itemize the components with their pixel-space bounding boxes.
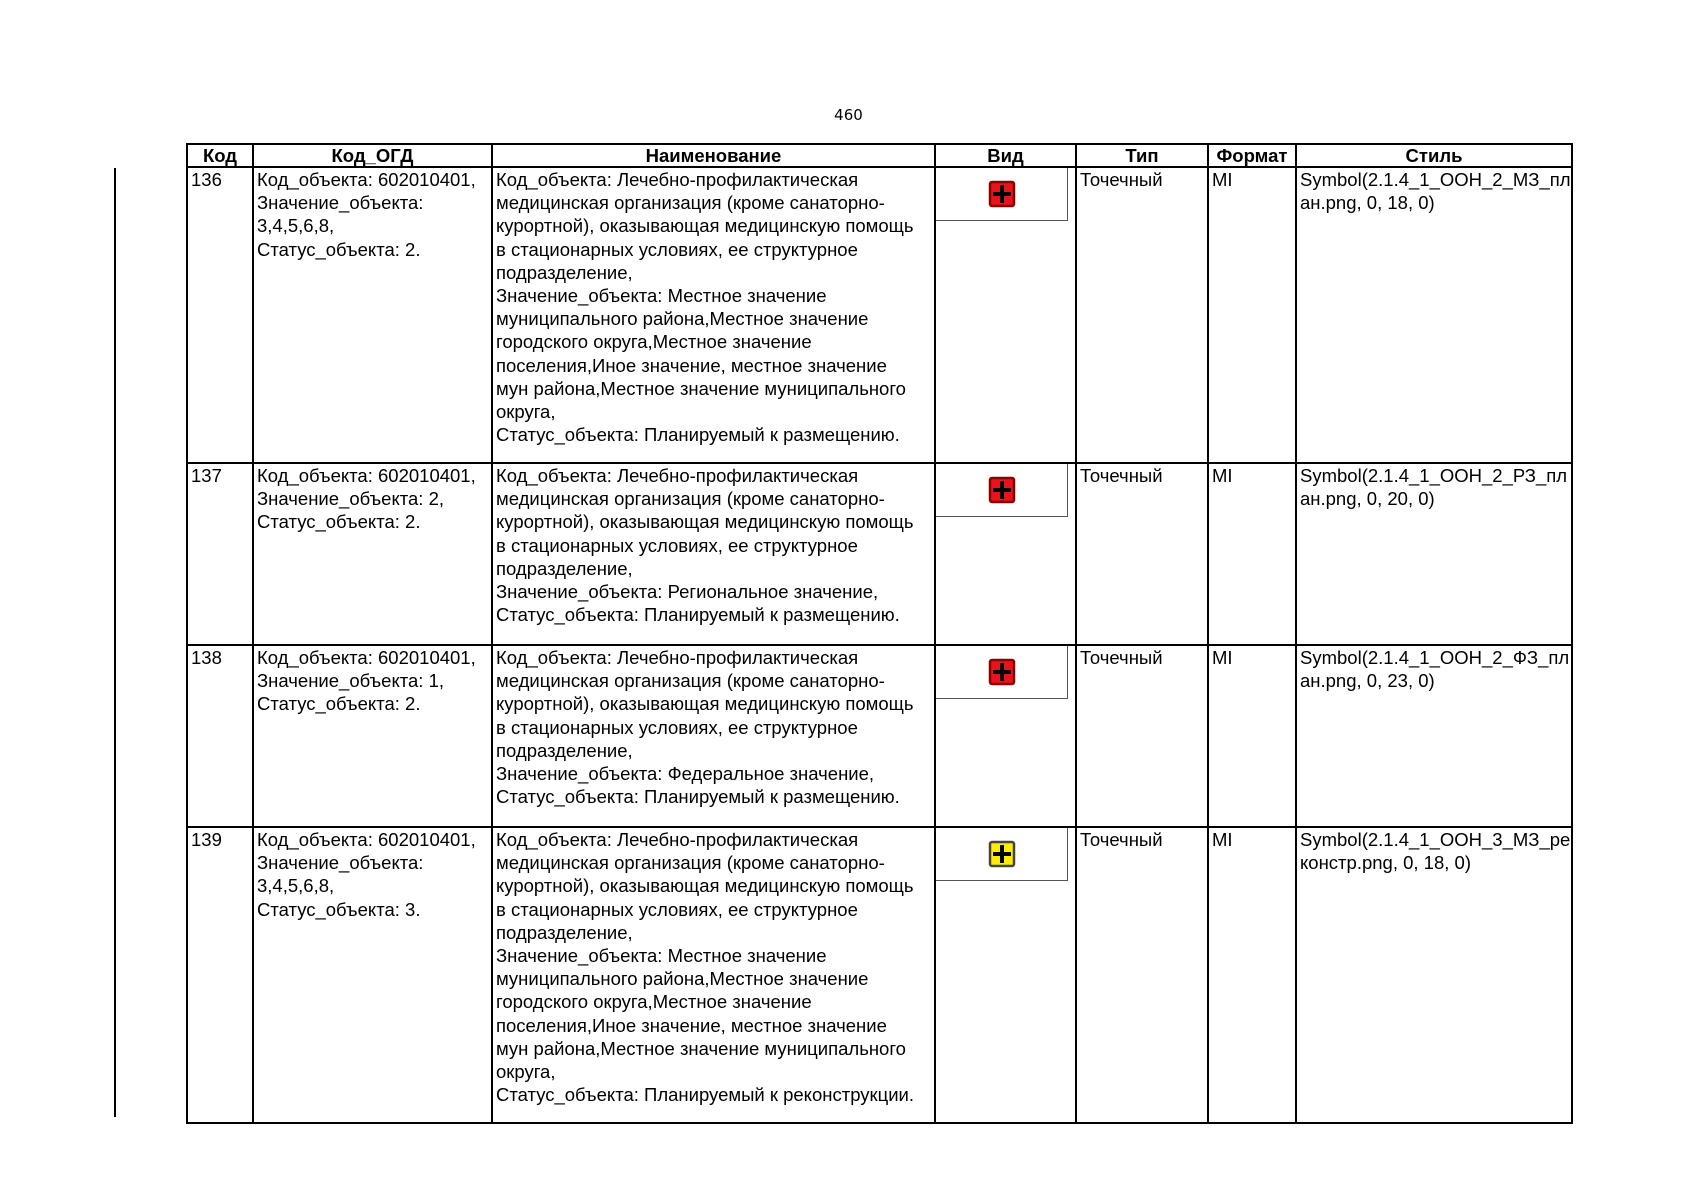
red-cross-icon bbox=[988, 658, 1016, 686]
table-header-row bbox=[187, 144, 1572, 167]
cell-ogd: Код_объекта: 602010401, Значение_объекта: 3,4,5,6,8, Статус_объекта: 2. bbox=[253, 167, 492, 463]
table-row bbox=[187, 827, 1572, 1123]
cell-name: Код_объекта: Лечебно-профилактическая медицинская организация (кроме санаторно- курортной), оказывающая медицинскую помощь в стационарных условиях, ее структурное подразделение, Значение_объекта: Местное значение муниципального района,Местное значение городского округа,Местное значение поселения,Иное значение, местное значение мун района,Местное значение муниципального округа, Статус_объекта: Планируемый к размещению. bbox=[492, 167, 935, 463]
symbol-box bbox=[936, 168, 1068, 221]
cell-style: Symbol(2.1.4_1_ООН_2_ФЗ_пл ан.png, 0, 23, 0) bbox=[1296, 645, 1572, 827]
cell-style: Symbol(2.1.4_1_ООН_3_МЗ_ре констр.png, 0, 18, 0) bbox=[1296, 827, 1572, 1123]
header-kod-ogd: Код_ОГД bbox=[253, 144, 492, 167]
cell-vid bbox=[935, 463, 1076, 645]
table-row bbox=[187, 167, 1572, 463]
cell-type: Точечный bbox=[1076, 167, 1208, 463]
objects-table bbox=[186, 143, 1573, 1124]
cell-style: Symbol(2.1.4_1_ООН_2_РЗ_пл ан.png, 0, 20, 0) bbox=[1296, 463, 1572, 645]
header-naimenovanie: Наименование bbox=[492, 144, 935, 167]
cell-ogd: Код_объекта: 602010401, Значение_объекта: 3,4,5,6,8, Статус_объекта: 3. bbox=[253, 827, 492, 1123]
cell-vid bbox=[935, 167, 1076, 463]
cell-code: 139 bbox=[187, 827, 253, 1123]
cell-ogd: Код_объекта: 602010401, Значение_объекта: 2, Статус_объекта: 2. bbox=[253, 463, 492, 645]
margin-line bbox=[114, 168, 116, 1117]
header-format: Формат bbox=[1208, 144, 1296, 167]
cell-vid bbox=[935, 645, 1076, 827]
cell-name: Код_объекта: Лечебно-профилактическая медицинская организация (кроме санаторно- курортной), оказывающая медицинскую помощь в стационарных условиях, ее структурное подразделение, Значение_объекта: Местное значение муниципального района,Местное значение городского округа,Местное значение поселения,Иное значение, местное значение мун района,Местное значение муниципального округа, Статус_объекта: Планируемый к реконструкции. bbox=[492, 827, 935, 1123]
cell-format: MI bbox=[1208, 167, 1296, 463]
cell-ogd: Код_объекта: 602010401, Значение_объекта: 1, Статус_объекта: 2. bbox=[253, 645, 492, 827]
cell-format: MI bbox=[1208, 463, 1296, 645]
cell-type: Точечный bbox=[1076, 827, 1208, 1123]
yellow-cross-icon bbox=[988, 840, 1016, 868]
red-cross-icon bbox=[988, 180, 1016, 208]
header-vid: Вид bbox=[935, 144, 1076, 167]
page-number: 460 bbox=[834, 106, 863, 124]
cell-code: 137 bbox=[187, 463, 253, 645]
table-row bbox=[187, 645, 1572, 827]
cell-code: 138 bbox=[187, 645, 253, 827]
cell-name: Код_объекта: Лечебно-профилактическая медицинская организация (кроме санаторно- курортной), оказывающая медицинскую помощь в стационарных условиях, ее структурное подразделение, Значение_объекта: Региональное значение, Статус_объекта: Планируемый к размещению. bbox=[492, 463, 935, 645]
header-kod: Код bbox=[187, 144, 253, 167]
cell-format: MI bbox=[1208, 645, 1296, 827]
symbol-box bbox=[936, 464, 1068, 517]
cell-format: MI bbox=[1208, 827, 1296, 1123]
cell-code: 136 bbox=[187, 167, 253, 463]
cell-type: Точечный bbox=[1076, 463, 1208, 645]
symbol-box bbox=[936, 828, 1068, 881]
red-cross-icon bbox=[988, 476, 1016, 504]
cell-vid bbox=[935, 827, 1076, 1123]
cell-type: Точечный bbox=[1076, 645, 1208, 827]
symbol-box bbox=[936, 646, 1068, 699]
header-tip: Тип bbox=[1076, 144, 1208, 167]
cell-name: Код_объекта: Лечебно-профилактическая медицинская организация (кроме санаторно- курортной), оказывающая медицинскую помощь в стационарных условиях, ее структурное подразделение, Значение_объекта: Федеральное значение, Статус_объекта: Планируемый к размещению. bbox=[492, 645, 935, 827]
header-stil: Стиль bbox=[1296, 144, 1572, 167]
table-row bbox=[187, 463, 1572, 645]
cell-style: Symbol(2.1.4_1_ООН_2_МЗ_пл ан.png, 0, 18, 0) bbox=[1296, 167, 1572, 463]
